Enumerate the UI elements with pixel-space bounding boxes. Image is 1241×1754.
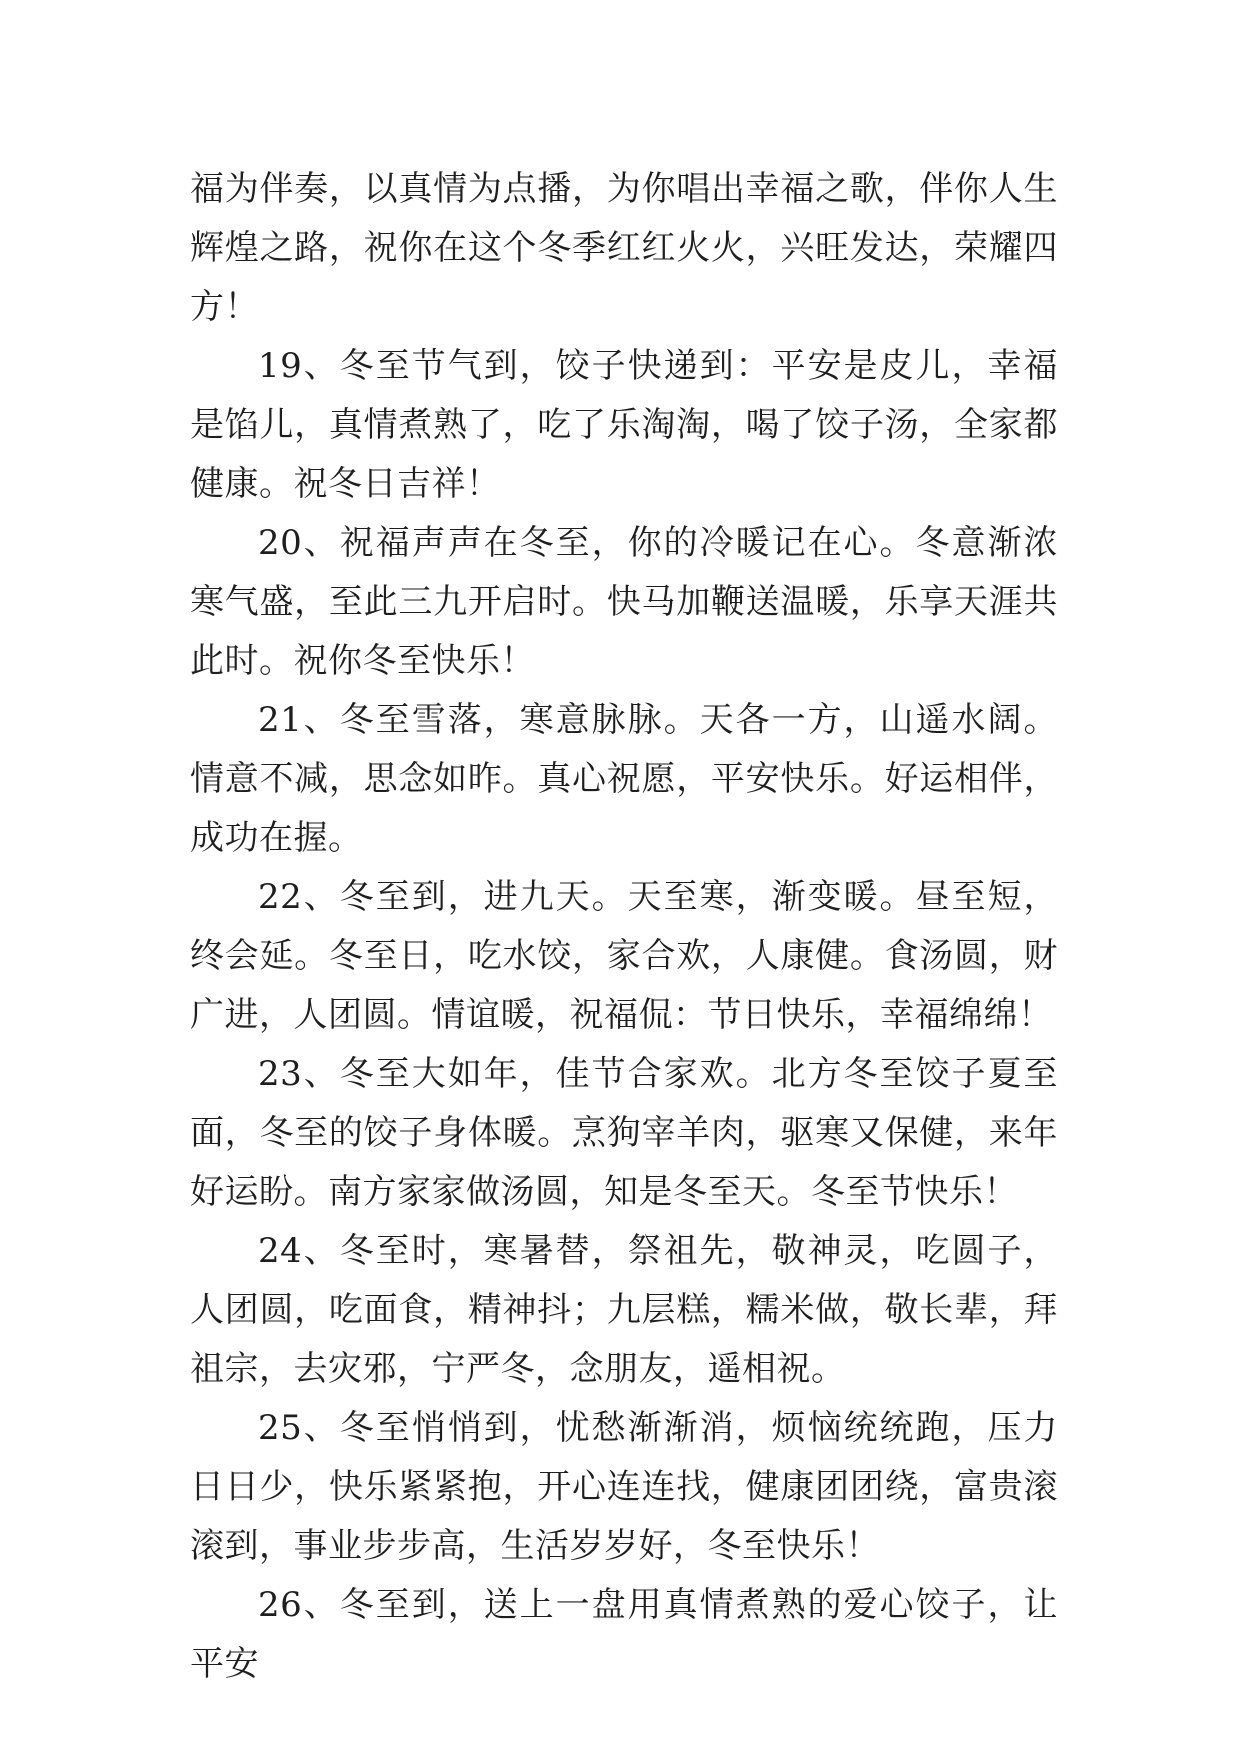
paragraph-20: 20、祝福声声在冬至，你的冷暖记在心。冬意渐浓寒气盛，至此三九开启时。快马加鞭送温暖，乐享天涯共此时。祝你冬至快乐！ bbox=[190, 523, 1058, 681]
document-body bbox=[190, 160, 1058, 1694]
paragraph-23: 23、冬至大如年，佳节合家欢。北方冬至饺子夏至面，冬至的饺子身体暖。烹狗宰羊肉，驱寒又保健，来年好运盼。南方家家做汤圆，知是冬至天。冬至节快乐！ bbox=[190, 1054, 1058, 1212]
paragraph-25: 25、冬至悄悄到，忧愁渐渐消，烦恼统统跑，压力日日少，快乐紧紧抱，开心连连找，健康团团绕，富贵滚滚到，事业步步高，生活岁岁好，冬至快乐！ bbox=[190, 1408, 1058, 1566]
paragraph-22: 22、冬至到，进九天。天至寒，渐变暖。昼至短，终会延。冬至日，吃水饺，家合欢，人康健。食汤圆，财广进，人团圆。情谊暖，祝福侃：节日快乐，幸福绵绵！ bbox=[190, 877, 1058, 1035]
paragraph-26: 26、冬至到，送上一盘用真情煮熟的爱心饺子，让平安 bbox=[190, 1585, 1058, 1684]
paragraph-continued: 福为伴奏，以真情为点播，为你唱出幸福之歌，伴你人生辉煌之路，祝你在这个冬季红红火火，兴旺发达，荣耀四方！ bbox=[190, 169, 1058, 327]
paragraph-24: 24、冬至时，寒暑替，祭祖先，敬神灵，吃圆子，人团圆，吃面食，精神抖；九层糕，糯米做，敬长辈，拜祖宗，去灾邪，宁严冬，念朋友，遥相祝。 bbox=[190, 1231, 1058, 1389]
paragraph-19: 19、冬至节气到，饺子快递到：平安是皮儿，幸福是馅儿，真情煮熟了，吃了乐淘淘，喝了饺子汤，全家都健康。祝冬日吉祥！ bbox=[190, 346, 1058, 504]
paragraph-21: 21、冬至雪落，寒意脉脉。天各一方，山遥水阔。情意不减，思念如昨。真心祝愿，平安快乐。好运相伴，成功在握。 bbox=[190, 700, 1058, 858]
